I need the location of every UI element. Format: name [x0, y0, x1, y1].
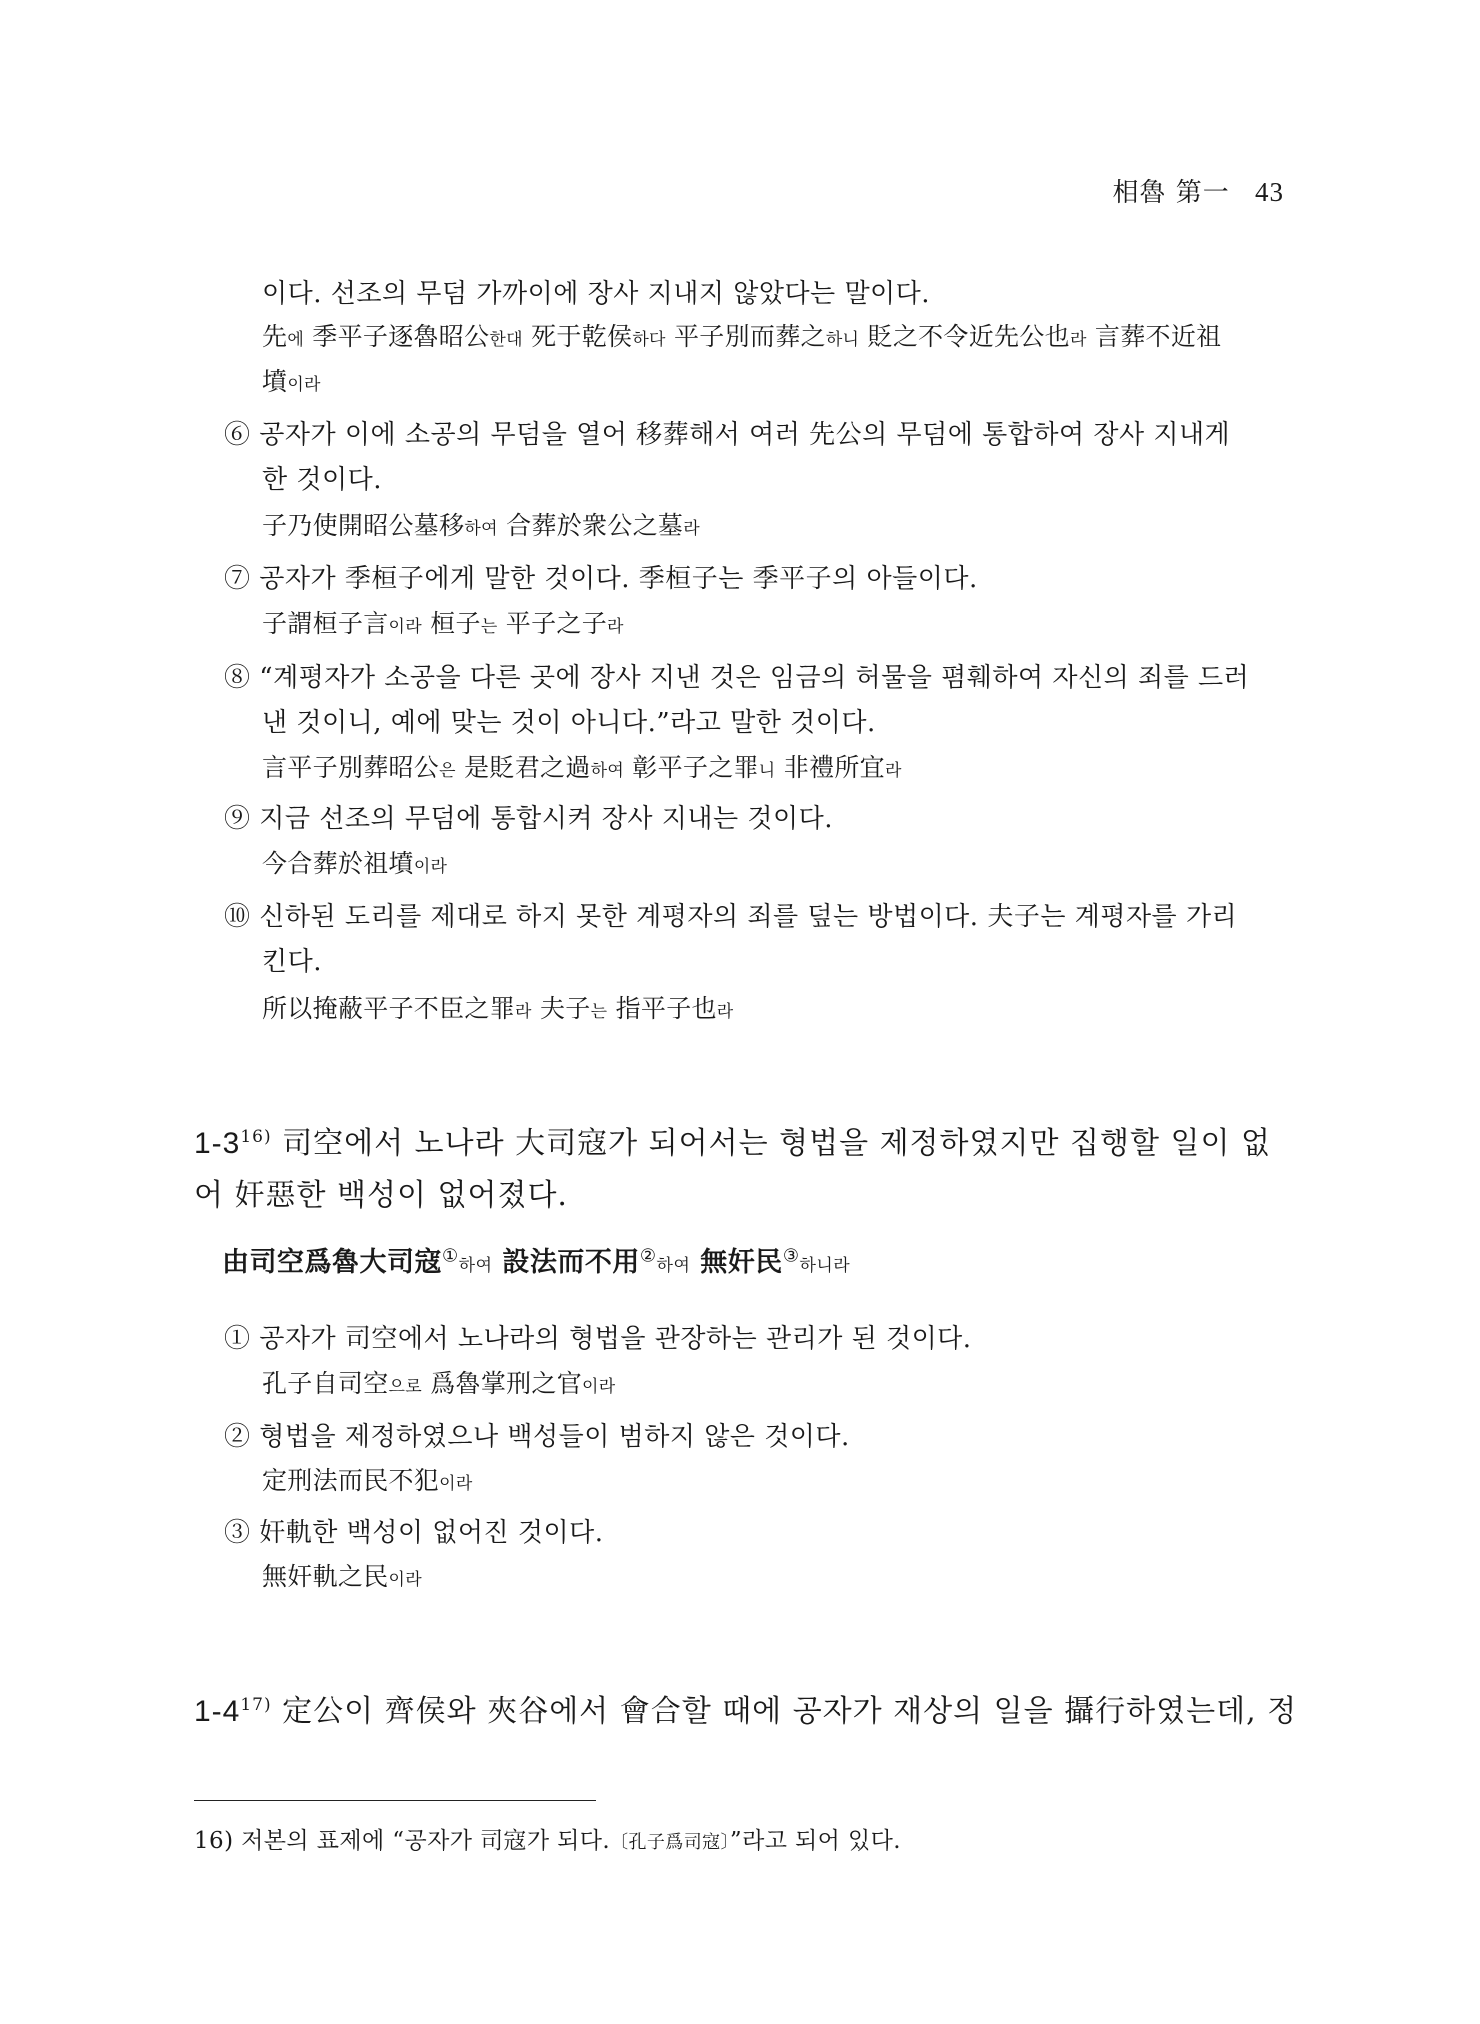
- running-header: [1112, 172, 1284, 209]
- hanja-text: 定刑法而民不犯: [262, 1466, 440, 1495]
- note-hanja: [262, 1461, 473, 1497]
- note-6: [224, 414, 1230, 451]
- particle: 라: [515, 1002, 532, 1022]
- particle: 이라: [439, 1474, 473, 1494]
- footnote-divider: [194, 1800, 596, 1801]
- hanja-text: 先: [262, 322, 288, 351]
- particle: 이라: [582, 1377, 616, 1397]
- running-header-title: 相魯 第一: [1112, 178, 1230, 208]
- note-korean: 奸軌한 백성이 없어진 것이다.: [259, 1518, 604, 1548]
- note-marker: ⑥: [224, 420, 251, 450]
- footnote: [194, 1822, 901, 1855]
- particle: 이라: [388, 1570, 422, 1590]
- note-10: [224, 896, 1237, 933]
- note-korean: 공자가 이에 소공의 무덤을 열어 移葬해서 여러 先公의 무덤에 통합하여 장사 지내게: [259, 420, 1231, 450]
- hanja-text: 今合葬於祖墳: [262, 849, 414, 878]
- note-marker: ⑨: [224, 804, 251, 834]
- hanja-text: 設法而不用: [492, 1247, 640, 1278]
- footnote-ref: 17): [240, 1695, 272, 1715]
- hanja-text: 平子之子: [497, 609, 608, 638]
- particle: 하여: [656, 1256, 691, 1276]
- note-ref: ②: [639, 1245, 657, 1267]
- hanja-text: 夫子: [531, 994, 591, 1023]
- paragraph-korean: 이다. 선조의 무덤 가까이에 장사 지내지 않았다는 말이다.: [262, 279, 931, 309]
- hanja-text: 指平子也: [607, 994, 717, 1023]
- note-3: [224, 1512, 604, 1549]
- note-marker: ②: [224, 1422, 251, 1452]
- note-marker: ⑦: [224, 564, 251, 594]
- particle: 하여: [590, 761, 625, 781]
- note-korean: 낸 것이니, 예에 맞는 것이 아니다.”라고 말한 것이다.: [262, 708, 876, 738]
- note-marker: ③: [224, 1518, 251, 1548]
- particle: 으로: [388, 1377, 422, 1397]
- footnote-text: 저본의 표제에 “공자가 司寇가 되다.: [241, 1828, 611, 1854]
- note-hanja: [262, 844, 447, 880]
- note-korean: 공자가 季桓子에게 말한 것이다. 季桓子는 季平子의 아들이다.: [259, 564, 978, 594]
- note-ref: ③: [782, 1245, 800, 1267]
- footnote-number: 16): [194, 1828, 234, 1854]
- section-1-3-heading: [194, 1118, 1271, 1162]
- section-text: 定公이 齊侯와 夾谷에서 會合할 때에 공자가 재상의 일을 攝行하였는데, 정: [271, 1694, 1298, 1729]
- particle: 하니라: [799, 1256, 851, 1276]
- note-marker: ⑧: [224, 663, 251, 693]
- hanja-text: 言平子別葬昭公: [262, 753, 440, 782]
- particle: 하여: [464, 519, 498, 539]
- particle: 에: [287, 330, 305, 350]
- footnote-text: ”라고 되어 있다.: [729, 1828, 901, 1854]
- footnote-ref: 16): [240, 1127, 272, 1147]
- hanja-text: 言葬不近祖: [1086, 322, 1222, 351]
- note-korean: 한 것이다.: [262, 465, 382, 495]
- particle: 라: [716, 1002, 734, 1022]
- section-1-3-hanja: [222, 1240, 850, 1279]
- note-korean: 지금 선조의 무덤에 통합시켜 장사 지내는 것이다.: [259, 804, 833, 834]
- note-korean: 킨다.: [262, 947, 322, 977]
- particle: 이라: [413, 857, 448, 877]
- section-1-4-heading: [194, 1686, 1297, 1730]
- particle: 라: [1069, 330, 1087, 350]
- hanja-text: 子謂桓子言: [262, 609, 389, 638]
- hanja-text: 由司空爲魯大司寇: [222, 1247, 442, 1278]
- hanja-text: 非禮所宜: [775, 753, 885, 782]
- particle: 하여: [458, 1256, 493, 1276]
- hanja-text: 孔子自司空: [262, 1369, 389, 1398]
- note-korean: 공자가 司空에서 노나라의 형법을 관장하는 관리가 된 것이다.: [259, 1324, 972, 1354]
- footnote-hanja: 〔孔子爲司寇〕: [610, 1832, 730, 1853]
- particle: 이라: [287, 375, 321, 395]
- section-text: 어 奸惡한 백성이 없어졌다.: [194, 1178, 568, 1213]
- particle: 은: [439, 761, 456, 781]
- note-korean: “계평자가 소공을 다른 곳에 장사 지낸 것은 임금의 허물을 폄훼하여 자신의 죄를 드러: [259, 663, 1250, 693]
- particle: 한대: [489, 330, 523, 350]
- particle: 라: [607, 617, 624, 637]
- hanja-text: 無奸民: [690, 1247, 783, 1278]
- note-korean: 형법을 제정하였으나 백성들이 범하지 않은 것이다.: [259, 1422, 850, 1452]
- hanja-text: 死于乾侯: [522, 322, 633, 351]
- particle: 하니: [825, 330, 860, 350]
- hanja-text: 所以掩蔽平子不臣之罪: [262, 994, 516, 1023]
- note-9: [224, 798, 833, 835]
- section-number: 1-4: [194, 1695, 241, 1728]
- note-hanja: [262, 1364, 615, 1400]
- hanja-text: 無奸軌之民: [262, 1562, 389, 1591]
- note-2: [224, 1416, 850, 1453]
- hanja-text: 貶之不令近先公也: [859, 322, 1070, 351]
- hanja-text: 子乃使開昭公墓移: [262, 511, 465, 540]
- page-number: 43: [1255, 177, 1284, 207]
- note-1: [224, 1318, 972, 1355]
- particle: 는: [590, 1002, 608, 1022]
- hanja-text: 爲魯掌刑之官: [421, 1369, 583, 1398]
- particle: 라: [884, 761, 902, 781]
- paragraph-hanja: [262, 362, 321, 398]
- hanja-text: 季平子逐魯昭公: [304, 322, 490, 351]
- hanja-text: 彰平子之罪: [624, 753, 759, 782]
- note-8: [224, 657, 1249, 694]
- paragraph-hanja: [262, 317, 1221, 353]
- note-marker: ⑩: [224, 902, 251, 932]
- note-hanja: [262, 506, 700, 542]
- hanja-text: 平子別而葬之: [665, 322, 826, 351]
- note-ref: ①: [442, 1245, 459, 1267]
- particle: 이라: [388, 617, 422, 637]
- hanja-text: 合葬於衆公之墓: [497, 511, 684, 540]
- hanja-text: 墳: [262, 367, 288, 396]
- particle: 라: [683, 519, 700, 539]
- note-hanja: [262, 989, 734, 1025]
- particle: 하다: [632, 330, 666, 350]
- particle: 는: [480, 617, 498, 637]
- note-korean: 신하된 도리를 제대로 하지 못한 계평자의 죄를 덮는 방법이다. 夫子는 계평자를 가리: [259, 902, 1238, 932]
- note-7: [224, 558, 978, 595]
- note-marker: ①: [224, 1324, 251, 1354]
- hanja-text: 桓子: [421, 609, 481, 638]
- hanja-text: 是貶君之過: [455, 753, 591, 782]
- note-hanja: [262, 748, 902, 784]
- note-hanja: [262, 604, 624, 640]
- section-number: 1-3: [194, 1127, 241, 1160]
- particle: 니: [758, 761, 776, 781]
- note-hanja: [262, 1557, 422, 1593]
- section-text: 司空에서 노나라 大司寇가 되어서는 형법을 제정하였지만 집행할 일이 없: [271, 1126, 1271, 1161]
